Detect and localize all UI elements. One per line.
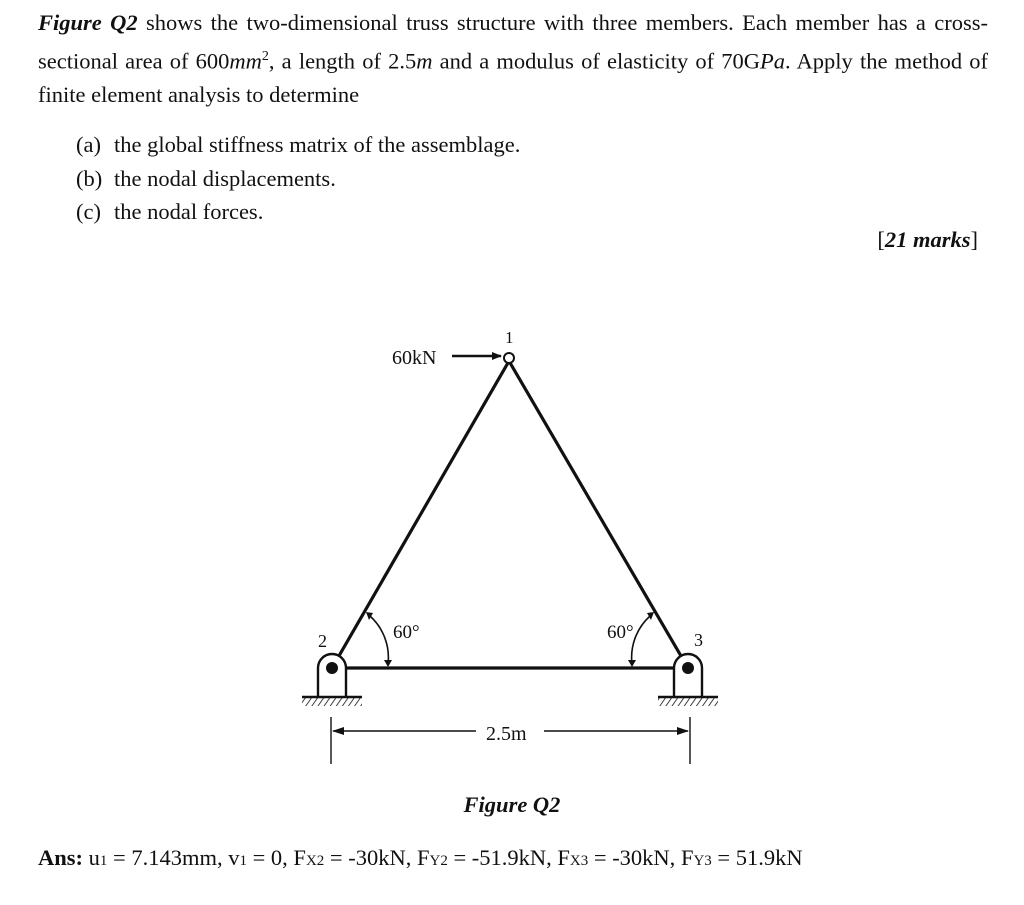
support-node-3 — [658, 654, 718, 706]
answer-line — [38, 845, 803, 871]
answer-fy3-value: = 51.9kN — [711, 845, 803, 870]
span-label: 2.5m — [486, 723, 527, 745]
area-exponent: 2 — [261, 48, 269, 64]
answer-fy2-value: = -51.9kN, — [447, 845, 558, 870]
node-3-label: 3 — [694, 630, 703, 650]
member-left — [332, 361, 509, 668]
answer-fy3-symbol: F — [680, 845, 694, 870]
answer-u-subscript: 1 — [99, 853, 108, 869]
question-text-part-2: , a length of — [268, 48, 389, 73]
figure-reference: Figure Q2 — [38, 10, 138, 35]
angle-arc-right — [632, 616, 650, 664]
angle-arc-left — [370, 616, 388, 664]
marks-text: 21 marks — [884, 227, 971, 252]
answer-fy2-subscript: Y2 — [429, 853, 448, 869]
part-text: the global stiffness matrix of the assemblage. — [114, 132, 521, 157]
marks-bracket-open: [ — [877, 227, 885, 252]
angle-left-label: 60° — [393, 622, 420, 643]
member-right — [509, 361, 688, 668]
area-value: 600 — [195, 48, 230, 73]
question-text-part-1: shows the two-dimensional truss structure with three members. Each member has a cross-sectional area of — [38, 10, 989, 73]
answer-fy2-symbol: F — [416, 845, 430, 870]
node-1-label: 1 — [505, 328, 514, 347]
answer-fx3-subscript: X3 — [569, 853, 589, 869]
answer-v-subscript: 1 — [239, 853, 247, 869]
support-node-2 — [302, 654, 362, 706]
answer-label: Ans: — [38, 845, 84, 870]
answer-fx3-value: = -30kN, — [588, 845, 681, 870]
answer-fx2-symbol: F — [293, 845, 306, 870]
question-text-part-4: . Apply the method of finite element analysis to determine — [38, 48, 988, 107]
question-text-part-3: and a modulus of elasticity of — [432, 48, 722, 73]
answer-u-value: = 7.143mm, — [107, 845, 229, 870]
area-unit: mm — [229, 48, 262, 73]
node-1-pin — [504, 353, 514, 363]
modulus-unit: Pa — [760, 48, 786, 73]
modulus-value: 70G — [721, 48, 761, 73]
load-label: 60kN — [392, 347, 437, 369]
answer-v-symbol: v — [228, 845, 240, 870]
length-value: 2.5 — [388, 48, 417, 73]
answer-v-value: = 0, — [246, 845, 294, 870]
answer-u-symbol: u — [83, 845, 100, 870]
part-label: (b) — [76, 165, 103, 191]
figure-caption: Figure Q2 — [463, 792, 561, 817]
node-2-label: 2 — [318, 631, 327, 651]
answer-fx2-subscript: X2 — [305, 853, 325, 869]
angle-right-label: 60° — [607, 622, 634, 643]
length-unit: m — [416, 48, 433, 73]
part-label: (a) — [76, 132, 101, 157]
answer-fx3-symbol: F — [557, 845, 570, 870]
marks-bracket-close: ] — [970, 227, 978, 252]
answer-fx2-value: = -30kN, — [324, 845, 417, 870]
part-label: (c) — [76, 199, 101, 224]
part-text: the nodal displacements. — [114, 165, 336, 191]
answer-fy3-subscript: Y3 — [693, 853, 712, 869]
part-text: the nodal forces. — [114, 199, 264, 224]
